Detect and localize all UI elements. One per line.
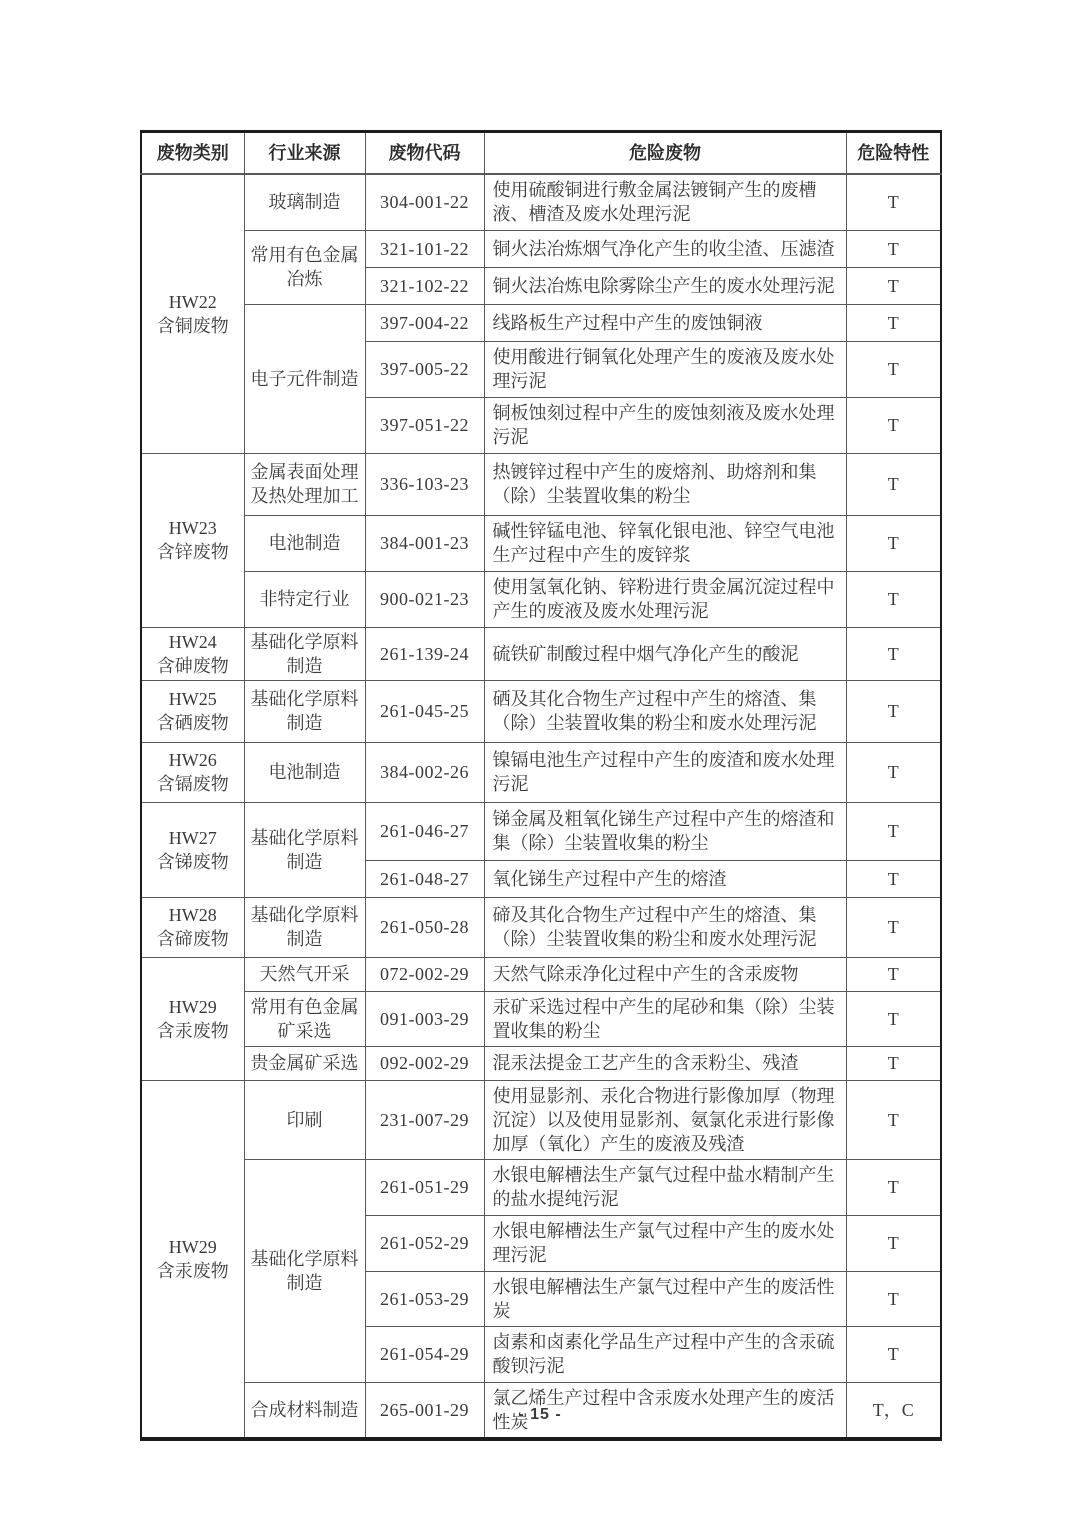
hazard-description-cell: 氧化锑生产过程中产生的熔渣 [484, 860, 846, 897]
category-code: HW24 [168, 631, 217, 652]
category-name: 含汞废物 [156, 1020, 229, 1041]
hazard-property-cell: T [846, 1080, 941, 1159]
industry-source-cell: 金属表面处理及热处理加工 [244, 453, 365, 515]
table-row [141, 627, 941, 680]
waste-code-cell: 261-046-27 [365, 802, 484, 860]
hazard-description-cell: 铜火法冶炼电除雾除尘产生的废水处理污泥 [484, 267, 846, 304]
column-header-hazard-property: 危险特性 [846, 132, 941, 175]
waste-category-cell [141, 453, 244, 627]
waste-code-cell: 261-051-29 [365, 1159, 484, 1215]
hazard-property-cell: T [846, 1159, 941, 1215]
hazard-description-cell: 使用酸进行铜氧化处理产生的废液及废水处理污泥 [484, 341, 846, 397]
hazard-description-cell: 水银电解槽法生产氯气过程中盐水精制产生的盐水提纯污泥 [484, 1159, 846, 1215]
waste-code-cell: 900-021-23 [365, 571, 484, 627]
hazard-description-cell: 铜板蚀刻过程中产生的废蚀刻液及废水处理污泥 [484, 397, 846, 453]
waste-code-cell: 231-007-29 [365, 1080, 484, 1159]
waste-category-cell [141, 897, 244, 957]
waste-category-cell [141, 627, 244, 680]
waste-category-cell [141, 174, 244, 453]
hazard-description-cell: 汞矿采选过程中产生的尾砂和集（除）尘装置收集的粉尘 [484, 991, 846, 1046]
industry-source-cell: 基础化学原料制造 [244, 897, 365, 957]
hazard-description-cell: 锑金属及粗氧化锑生产过程中产生的熔渣和集（除）尘装置收集的粉尘 [484, 802, 846, 860]
hazard-property-cell: T [846, 991, 941, 1046]
hazard-property-cell: T [846, 230, 941, 267]
waste-code-cell: 265-001-29 [365, 1382, 484, 1439]
table-row [141, 174, 941, 230]
table-row [141, 991, 941, 1046]
hazard-description-cell: 使用氢氧化钠、锌粉进行贵金属沉淀过程中产生的废液及废水处理污泥 [484, 571, 846, 627]
category-code: HW28 [168, 905, 217, 925]
waste-code-cell: 336-103-23 [365, 453, 484, 515]
waste-code-cell: 304-001-22 [365, 174, 484, 230]
hazardous-waste-table [140, 130, 942, 1441]
hazard-description-cell: 水银电解槽法生产氯气过程中产生的废活性炭 [484, 1271, 846, 1326]
table-row [141, 1080, 941, 1159]
hazard-description-cell: 天然气除汞净化过程中产生的含汞废物 [484, 957, 846, 991]
table-header-row [141, 132, 941, 175]
hazard-property-cell: T [846, 1326, 941, 1382]
industry-source-cell: 合成材料制造 [244, 1382, 365, 1439]
hazard-property-cell: T [846, 397, 941, 453]
hazard-description-cell: 氯乙烯生产过程中含汞废水处理产生的废活性炭 [484, 1382, 846, 1439]
hazard-property-cell: T [846, 680, 941, 742]
hazard-description-cell: 热镀锌过程中产生的废熔剂、助熔剂和集（除）尘装置收集的粉尘 [484, 453, 846, 515]
waste-code-cell: 321-102-22 [365, 267, 484, 304]
industry-source-cell: 基础化学原料制造 [244, 680, 365, 742]
category-code: HW27 [168, 827, 217, 848]
hazard-property-cell: T [846, 957, 941, 991]
hazard-property-cell: T [846, 1215, 941, 1271]
industry-source-cell: 天然气开采 [244, 957, 365, 991]
table-row [141, 230, 941, 267]
hazard-description-cell: 硫铁矿制酸过程中烟气净化产生的酸泥 [484, 627, 846, 680]
category-code: HW29 [168, 996, 217, 1017]
column-header-industry-source: 行业来源 [244, 132, 365, 175]
table-row [141, 897, 941, 957]
waste-code-cell: 261-054-29 [365, 1326, 484, 1382]
industry-source-cell: 基础化学原料制造 [244, 627, 365, 680]
hazard-property-cell: T [846, 571, 941, 627]
hazard-description-cell: 铜火法冶炼烟气净化产生的收尘渣、压滤渣 [484, 230, 846, 267]
industry-source-cell: 基础化学原料制造 [244, 1159, 365, 1382]
table-row [141, 1159, 941, 1215]
hazard-property-cell: T [846, 627, 941, 680]
page-number: - 15 - [518, 1406, 562, 1423]
industry-source-cell: 基础化学原料制造 [244, 802, 365, 897]
table-row [141, 957, 941, 991]
hazard-description-cell: 卤素和卤素化学品生产过程中产生的含汞硫酸钡污泥 [484, 1326, 846, 1382]
waste-category-cell [141, 680, 244, 742]
table-row [141, 742, 941, 802]
hazard-property-cell: T [846, 267, 941, 304]
category-name: 含镉废物 [156, 774, 229, 794]
category-code: HW25 [168, 689, 217, 709]
table-row [141, 680, 941, 742]
waste-code-cell: 261-052-29 [365, 1215, 484, 1271]
category-code: HW26 [168, 750, 217, 770]
waste-code-cell: 397-005-22 [365, 341, 484, 397]
hazard-property-cell: T [846, 1271, 941, 1326]
industry-source-cell: 贵金属矿采选 [244, 1046, 365, 1080]
category-name: 含锑废物 [156, 851, 229, 872]
hazard-property-cell: T [846, 897, 941, 957]
category-code: HW23 [168, 518, 217, 538]
hazard-description-cell: 线路板生产过程中产生的废蚀铜液 [484, 304, 846, 341]
table-row [141, 1046, 941, 1080]
hazard-property-cell: T [846, 174, 941, 230]
hazard-property-cell: T [846, 515, 941, 571]
table-row [141, 571, 941, 627]
hazard-description-cell: 使用硫酸铜进行敷金属法镀铜产生的废槽液、槽渣及废水处理污泥 [484, 174, 846, 230]
category-code: HW29 [168, 1236, 217, 1257]
waste-code-cell: 397-004-22 [365, 304, 484, 341]
hazard-property-cell: T [846, 341, 941, 397]
industry-source-cell: 玻璃制造 [244, 174, 365, 230]
industry-source-cell: 电子元件制造 [244, 304, 365, 453]
waste-category-cell [141, 802, 244, 897]
waste-code-cell: 261-045-25 [365, 680, 484, 742]
industry-source-cell: 常用有色金属冶炼 [244, 230, 365, 304]
hazard-property-cell: T，C [846, 1382, 941, 1439]
hazard-description-cell: 碱性锌锰电池、锌氧化银电池、锌空气电池生产过程中产生的废锌浆 [484, 515, 846, 571]
waste-code-cell: 092-002-29 [365, 1046, 484, 1080]
hazard-property-cell: T [846, 1046, 941, 1080]
waste-category-cell [141, 742, 244, 802]
waste-code-cell: 321-101-22 [365, 230, 484, 267]
hazard-description-cell: 碲及其化合物生产过程中产生的熔渣、集（除）尘装置收集的粉尘和废水处理污泥 [484, 897, 846, 957]
category-name: 含铜废物 [156, 315, 229, 336]
industry-source-cell: 非特定行业 [244, 571, 365, 627]
waste-code-cell: 072-002-29 [365, 957, 484, 991]
table-row [141, 304, 941, 341]
category-name: 含汞废物 [156, 1260, 229, 1281]
industry-source-cell: 印刷 [244, 1080, 365, 1159]
waste-code-cell: 261-053-29 [365, 1271, 484, 1326]
table-row [141, 453, 941, 515]
industry-source-cell: 常用有色金属矿采选 [244, 991, 365, 1046]
table-row [141, 802, 941, 860]
waste-code-cell: 384-001-23 [365, 515, 484, 571]
hazard-property-cell: T [846, 860, 941, 897]
waste-code-cell: 261-050-28 [365, 897, 484, 957]
hazard-property-cell: T [846, 453, 941, 515]
hazard-description-cell: 混汞法提金工艺产生的含汞粉尘、残渣 [484, 1046, 846, 1080]
hazard-property-cell: T [846, 304, 941, 341]
waste-code-cell: 091-003-29 [365, 991, 484, 1046]
column-header-hazardous-waste: 危险废物 [484, 132, 846, 175]
column-header-waste-code: 废物代码 [365, 132, 484, 175]
category-name: 含硒废物 [156, 713, 229, 733]
category-name: 含碲废物 [156, 929, 229, 949]
hazard-description-cell: 硒及其化合物生产过程中产生的熔渣、集（除）尘装置收集的粉尘和废水处理污泥 [484, 680, 846, 742]
table-row [141, 515, 941, 571]
waste-code-cell: 261-139-24 [365, 627, 484, 680]
category-name: 含砷废物 [156, 655, 229, 676]
waste-code-cell: 261-048-27 [365, 860, 484, 897]
hazard-description-cell: 使用显影剂、汞化合物进行影像加厚（物理沉淀）以及使用显影剂、氨氯化汞进行影像加厚（氧化）产生的废液及残渣 [484, 1080, 846, 1159]
waste-code-cell: 384-002-26 [365, 742, 484, 802]
hazard-description-cell: 镍镉电池生产过程中产生的废渣和废水处理污泥 [484, 742, 846, 802]
hazard-property-cell: T [846, 742, 941, 802]
waste-code-cell: 397-051-22 [365, 397, 484, 453]
industry-source-cell: 电池制造 [244, 742, 365, 802]
waste-category-cell [141, 957, 244, 1080]
waste-category-cell [141, 1080, 244, 1439]
hazard-property-cell: T [846, 802, 941, 860]
hazard-description-cell: 水银电解槽法生产氯气过程中产生的废水处理污泥 [484, 1215, 846, 1271]
column-header-waste-category: 废物类别 [141, 132, 244, 175]
category-name: 含锌废物 [156, 542, 229, 562]
industry-source-cell: 电池制造 [244, 515, 365, 571]
category-code: HW22 [168, 291, 217, 312]
